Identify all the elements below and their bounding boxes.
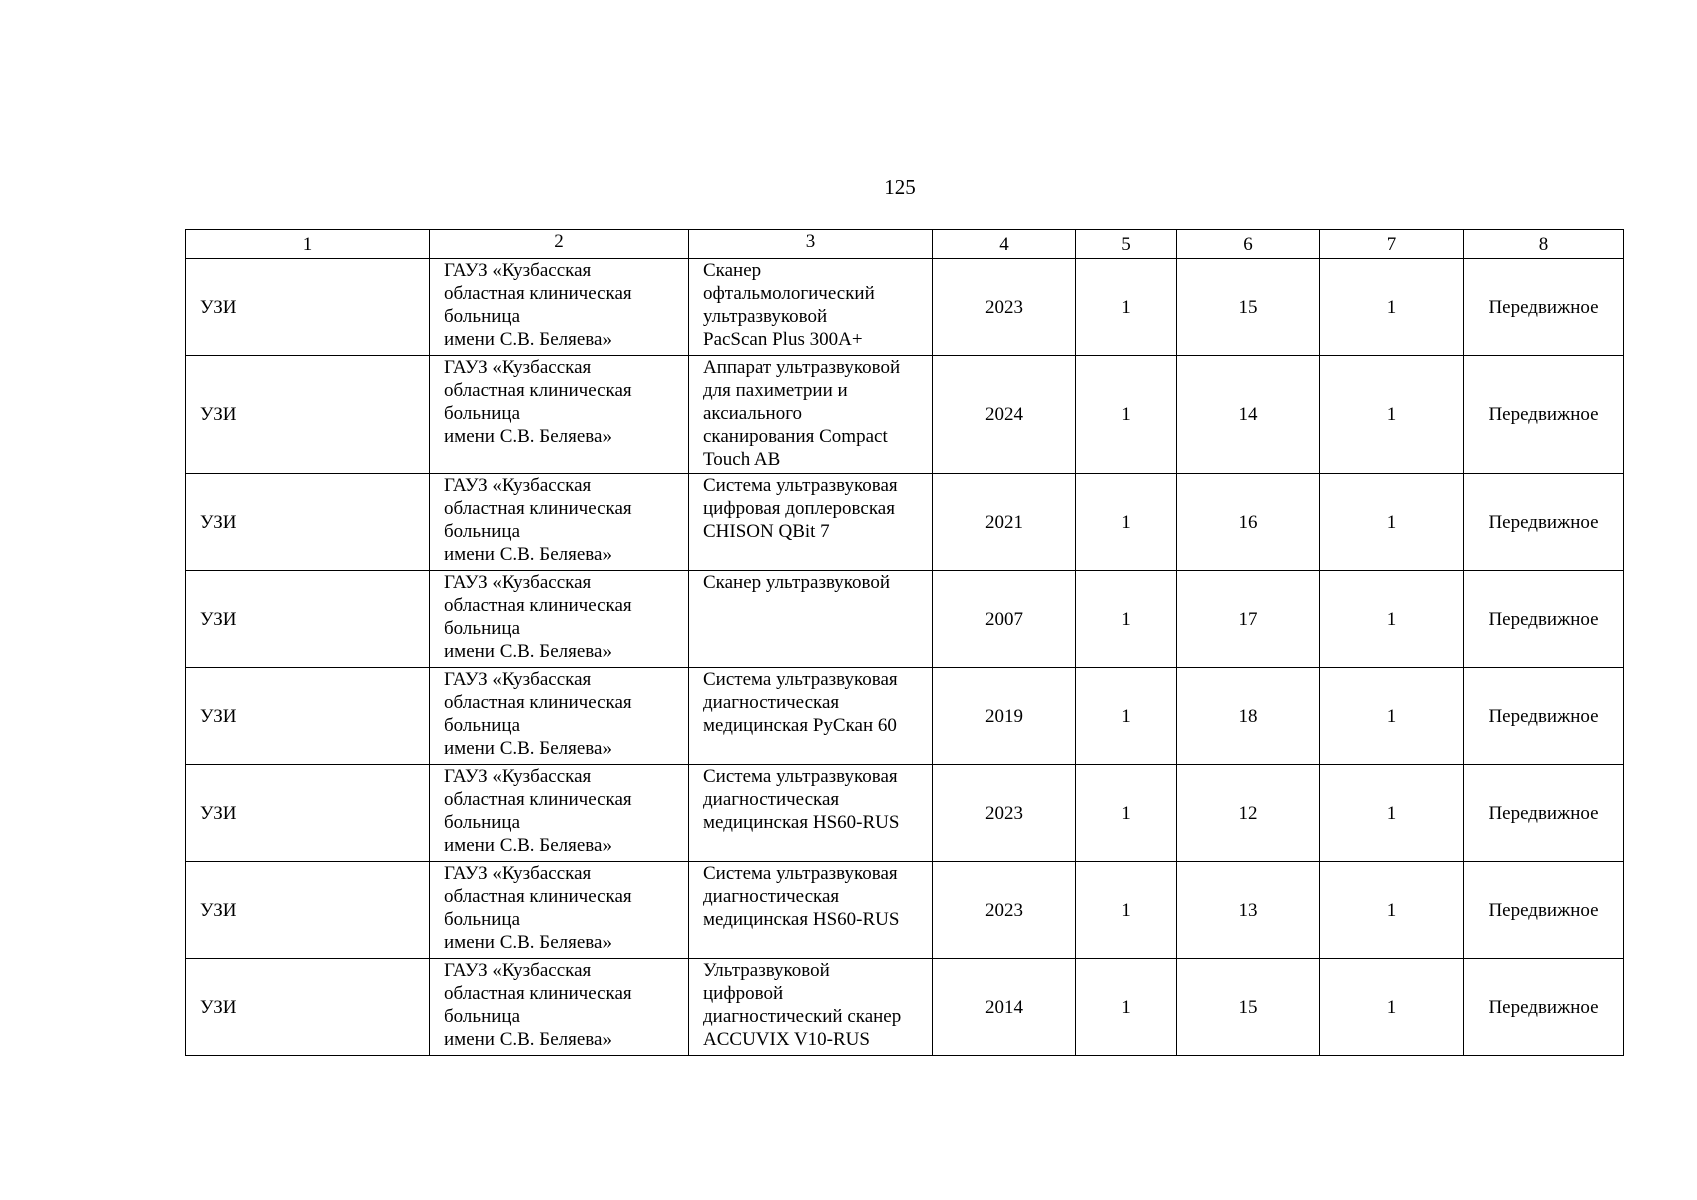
col6-cell: 16 bbox=[1177, 474, 1320, 571]
kind-cell: Передвижное bbox=[1464, 668, 1624, 765]
organization-cell bbox=[430, 356, 689, 474]
col7-cell: 1 bbox=[1320, 259, 1464, 356]
equipment-cell bbox=[689, 862, 933, 959]
col5-cell: 1 bbox=[1076, 571, 1177, 668]
equipment-cell bbox=[689, 571, 933, 668]
equipment-text: Ультразвуковой цифровой диагностический сканер ACCUVIX V10-RUS bbox=[703, 960, 902, 1050]
col6-cell: 17 bbox=[1177, 571, 1320, 668]
organization-cell bbox=[430, 959, 689, 1056]
col5-cell: 1 bbox=[1076, 959, 1177, 1056]
equipment-cell bbox=[689, 474, 933, 571]
year-cell: 2014 bbox=[933, 959, 1076, 1056]
column-header: 5 bbox=[1076, 230, 1177, 259]
col7-cell: 1 bbox=[1320, 356, 1464, 474]
equipment-text: Сканер ультразвуковой bbox=[703, 572, 891, 593]
kind-cell: Передвижное bbox=[1464, 571, 1624, 668]
kind-cell: Передвижное bbox=[1464, 259, 1624, 356]
type-cell: УЗИ bbox=[186, 862, 430, 959]
organization-text: ГАУЗ «Кузбасская областная клиническая больница имени С.В. Беляева» bbox=[444, 475, 632, 565]
table-row bbox=[186, 259, 1624, 356]
organization-cell bbox=[430, 474, 689, 571]
column-header: 8 bbox=[1464, 230, 1624, 259]
col7-cell: 1 bbox=[1320, 571, 1464, 668]
column-header: 7 bbox=[1320, 230, 1464, 259]
table-row bbox=[186, 765, 1624, 862]
col5-cell: 1 bbox=[1076, 668, 1177, 765]
year-cell: 2021 bbox=[933, 474, 1076, 571]
kind-cell: Передвижное bbox=[1464, 356, 1624, 474]
col6-cell: 18 bbox=[1177, 668, 1320, 765]
col5-cell: 1 bbox=[1076, 356, 1177, 474]
organization-text: ГАУЗ «Кузбасская областная клиническая больница имени С.В. Беляева» bbox=[444, 669, 632, 759]
column-header: 3 bbox=[689, 230, 933, 259]
organization-text: ГАУЗ «Кузбасская областная клиническая больница имени С.В. Беляева» bbox=[444, 960, 632, 1050]
organization-text: ГАУЗ «Кузбасская областная клиническая больница имени С.В. Беляева» bbox=[444, 260, 632, 350]
type-cell: УЗИ bbox=[186, 765, 430, 862]
page-number: 125 bbox=[884, 175, 916, 199]
column-header: 1 bbox=[186, 230, 430, 259]
organization-cell bbox=[430, 259, 689, 356]
col5-cell: 1 bbox=[1076, 474, 1177, 571]
year-cell: 2007 bbox=[933, 571, 1076, 668]
kind-cell: Передвижное bbox=[1464, 959, 1624, 1056]
col7-cell: 1 bbox=[1320, 959, 1464, 1056]
header-row bbox=[186, 230, 1624, 259]
equipment-text: Система ультразвуковая диагностическая медицинская HS60-RUS bbox=[703, 766, 900, 833]
equipment-text: Сканер офтальмологический ультразвуковой PacScan Plus 300A+ bbox=[703, 260, 875, 350]
col7-cell: 1 bbox=[1320, 765, 1464, 862]
column-header: 4 bbox=[933, 230, 1076, 259]
col6-cell: 15 bbox=[1177, 259, 1320, 356]
table-row bbox=[186, 571, 1624, 668]
col6-cell: 13 bbox=[1177, 862, 1320, 959]
equipment-text: Система ультразвуковая диагностическая медицинская HS60-RUS bbox=[703, 863, 900, 930]
col7-cell: 1 bbox=[1320, 474, 1464, 571]
equipment-cell bbox=[689, 259, 933, 356]
year-cell: 2019 bbox=[933, 668, 1076, 765]
year-cell: 2023 bbox=[933, 259, 1076, 356]
year-cell: 2023 bbox=[933, 765, 1076, 862]
organization-cell bbox=[430, 765, 689, 862]
organization-text: ГАУЗ «Кузбасская областная клиническая больница имени С.В. Беляева» bbox=[444, 863, 632, 953]
col5-cell: 1 bbox=[1076, 862, 1177, 959]
equipment-text: Система ультразвуковая цифровая доплеровская CHISON QBit 7 bbox=[703, 475, 898, 542]
organization-text: ГАУЗ «Кузбасская областная клиническая больница имени С.В. Беляева» bbox=[444, 357, 632, 447]
type-cell: УЗИ bbox=[186, 959, 430, 1056]
equipment-cell bbox=[689, 959, 933, 1056]
equipment-text: Система ультразвуковая диагностическая медицинская РуСкан 60 bbox=[703, 669, 898, 736]
col5-cell: 1 bbox=[1076, 259, 1177, 356]
type-cell: УЗИ bbox=[186, 259, 430, 356]
equipment-cell bbox=[689, 765, 933, 862]
organization-cell bbox=[430, 862, 689, 959]
kind-cell: Передвижное bbox=[1464, 862, 1624, 959]
col7-cell: 1 bbox=[1320, 668, 1464, 765]
col6-cell: 15 bbox=[1177, 959, 1320, 1056]
equipment-cell bbox=[689, 356, 933, 474]
kind-cell: Передвижное bbox=[1464, 765, 1624, 862]
type-cell: УЗИ bbox=[186, 668, 430, 765]
type-cell: УЗИ bbox=[186, 474, 430, 571]
table-row bbox=[186, 668, 1624, 765]
col6-cell: 12 bbox=[1177, 765, 1320, 862]
year-cell: 2024 bbox=[933, 356, 1076, 474]
equipment-text: Аппарат ультразвуковой для пахиметрии и аксиального сканирования Compact Touch AB bbox=[703, 357, 901, 470]
organization-cell bbox=[430, 668, 689, 765]
column-header: 2 bbox=[430, 230, 689, 259]
table-row bbox=[186, 959, 1624, 1056]
table-row bbox=[186, 474, 1624, 571]
organization-cell bbox=[430, 571, 689, 668]
type-cell: УЗИ bbox=[186, 356, 430, 474]
equipment-cell bbox=[689, 668, 933, 765]
year-cell: 2023 bbox=[933, 862, 1076, 959]
column-header: 6 bbox=[1177, 230, 1320, 259]
kind-cell: Передвижное bbox=[1464, 474, 1624, 571]
col6-cell: 14 bbox=[1177, 356, 1320, 474]
type-cell: УЗИ bbox=[186, 571, 430, 668]
equipment-table bbox=[185, 229, 1624, 1056]
table-row bbox=[186, 356, 1624, 474]
organization-text: ГАУЗ «Кузбасская областная клиническая больница имени С.В. Беляева» bbox=[444, 766, 632, 856]
organization-text: ГАУЗ «Кузбасская областная клиническая больница имени С.В. Беляева» bbox=[444, 572, 632, 662]
table-row bbox=[186, 862, 1624, 959]
col7-cell: 1 bbox=[1320, 862, 1464, 959]
col5-cell: 1 bbox=[1076, 765, 1177, 862]
